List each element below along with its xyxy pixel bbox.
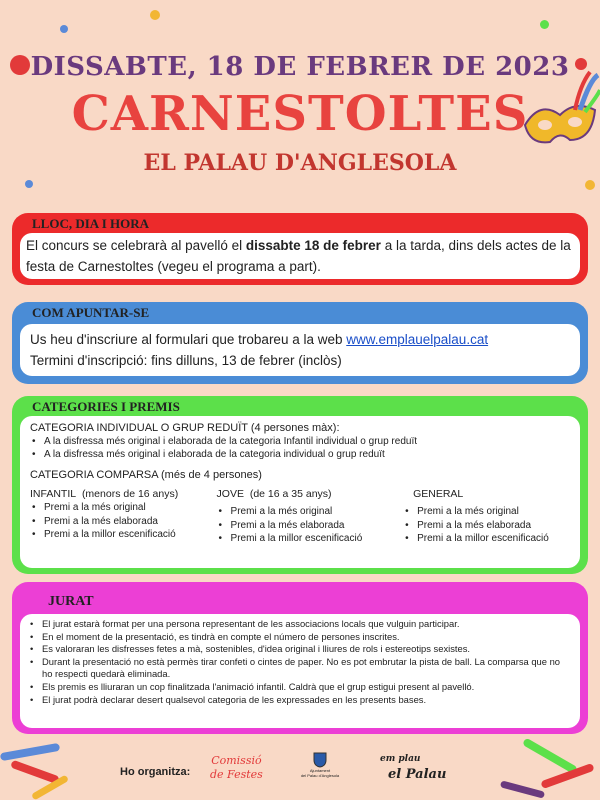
town-name: EL PALAU D'ANGLESOLA — [143, 150, 457, 176]
jurat-list — [28, 618, 572, 706]
list-item: • Premi a la millor escenificació — [403, 532, 570, 546]
jurat-title: JURAT — [48, 594, 94, 609]
em-plau-el-palau-logo: em plau el Palau — [380, 754, 447, 782]
list-item: • Durant la presentació no està permès tirar confeti o cintes de paper. No es pot embrutar la pista de ball. La comparsa que no ho respecti quedarà eliminada. — [28, 656, 572, 681]
web-link[interactable]: www.emplauelpalau.cat — [346, 332, 489, 347]
group-jove: JOVE (de 16 a 35 anys) • Premi a la més original • Premi a la més elaborada • Premi a la millor escenificació — [217, 487, 404, 546]
lloc-title: LLOC, DIA I HORA — [32, 216, 150, 231]
organitza-label: Ho organitza: — [120, 766, 191, 778]
list-item: • Premi a la més original — [217, 505, 404, 519]
list-item: • Premi a la més elaborada — [217, 519, 404, 533]
list-item: • A la disfressa més original i elaborada de la categoria individual o grup reduït — [30, 448, 570, 461]
list-item: • Es valoraran les disfresses fetes a mà, sostenibles, d'idea original i lliures de rols i estereotips sexistes. — [28, 643, 572, 656]
apuntar-title: COM APUNTAR-SE — [32, 305, 150, 320]
ajuntament-logo: Ajuntament del Palau d'Anglesola — [295, 752, 345, 778]
list-item: • Premi a la millor escenificació — [217, 532, 404, 546]
lloc-date-bold: dissabte 18 de febrer — [245, 238, 381, 253]
deadline-text: Termini d'inscripció: fins dilluns, 13 de febrer (inclòs) — [30, 353, 342, 368]
apuntar-panel — [12, 302, 588, 384]
list-item: • A la disfressa més original i elaborada de la categoria Infantil individual o grup reduït — [30, 435, 570, 448]
event-date: DISSABTE, 18 DE FEBRER DE 2023 — [30, 52, 570, 82]
apuntar-text: Us heu d'inscriure al formulari que trobareu a la web www.emplauelpalau.cat Termini d'inscripció: fins dilluns, 13 de febrer (inclòs) — [20, 324, 580, 376]
categories-panel — [12, 396, 588, 574]
individual-list — [30, 435, 570, 461]
footer — [0, 748, 600, 800]
jurat-panel — [12, 582, 588, 734]
poster-header — [0, 52, 600, 176]
lloc-text: El concurs se celebrarà al pavelló el dissabte 18 de febrer a la tarda, dins dels actes de la festa de Carnestoltes (vegeu el programa a part). — [26, 238, 571, 274]
categories-title: CATEGORIES I PREMIS — [32, 399, 180, 414]
individual-heading: CATEGORIA INDIVIDUAL O GRUP REDUÏT (4 persones màx): — [30, 422, 340, 434]
list-item: • Premi a la més original — [30, 501, 217, 515]
list-item: • Premi a la més original — [403, 505, 570, 519]
group-infantil: INFANTIL (menors de 16 anys) • Premi a la més original • Premi a la més elaborada • Premi a la millor escenificació — [30, 487, 217, 546]
list-item: • Els premis es lliuraran un cop finalitzada l'animació infantil. Caldrà que el grup estigui present al pavelló. — [28, 681, 572, 694]
list-item: • El jurat estarà format per una persona representant de les associacions locals que vulguin participar. — [28, 618, 572, 631]
poster-title: CARNESTOLTES — [71, 86, 529, 142]
list-item: • Premi a la més elaborada — [403, 519, 570, 533]
comissio-festes-logo: Comissió de Festes — [210, 754, 263, 781]
list-item: • Premi a la millor escenificació — [30, 528, 217, 542]
coat-of-arms-icon — [313, 752, 327, 768]
lloc-panel — [12, 213, 588, 285]
comparsa-heading: CATEGORIA COMPARSA (més de 4 persones) — [30, 469, 262, 481]
list-item: • Premi a la més elaborada — [30, 515, 217, 529]
list-item: • En el moment de la presentació, es tindrà en compte el número de persones inscrites. — [28, 631, 572, 644]
group-general: GENERAL • Premi a la més original • Premi a la més elaborada • Premi a la millor escenificació — [403, 487, 570, 546]
list-item: • El jurat podrà declarar desert qualsevol categoria de les expressades en les presents bases. — [28, 694, 572, 707]
